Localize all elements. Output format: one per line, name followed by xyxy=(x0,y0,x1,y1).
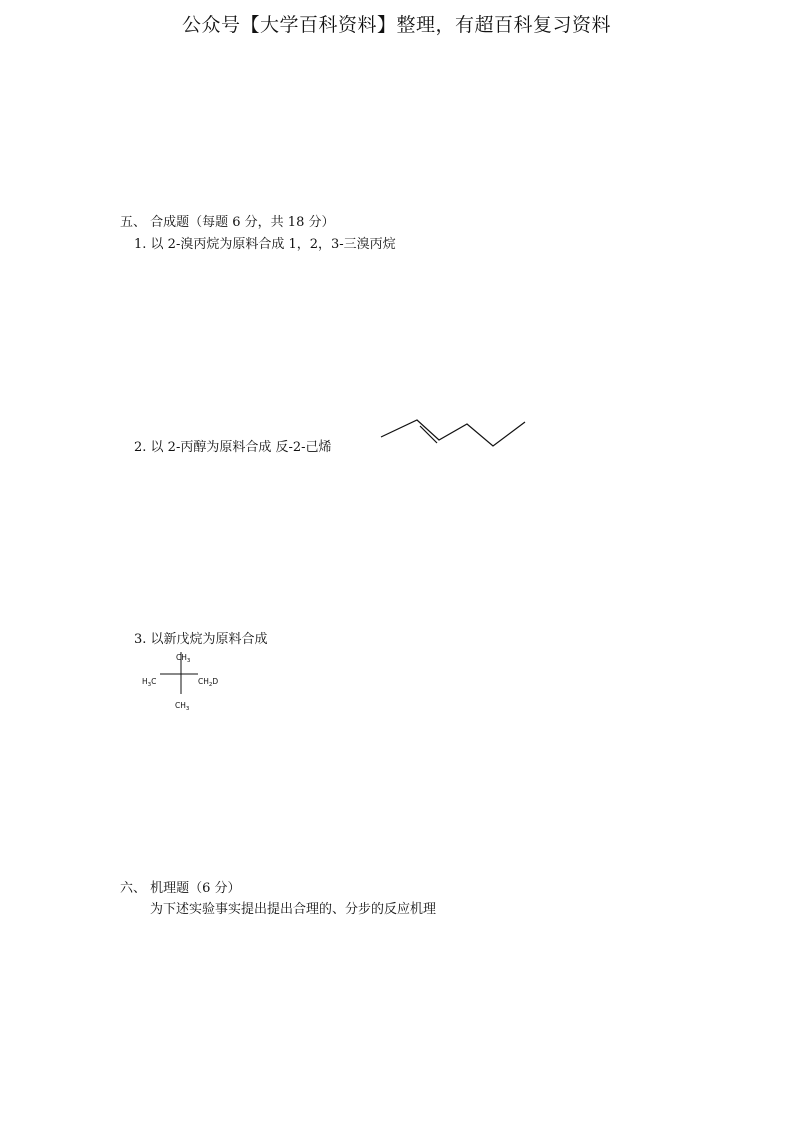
hexene-skeleton xyxy=(381,420,525,446)
top-ch3-label: $CH_3$ xyxy=(176,653,191,664)
bottom-ch3-label: $CH_3$ xyxy=(175,701,190,712)
section-6-heading: 六、 机理题（6 分） xyxy=(120,881,241,896)
question-3: 3. 以新戊烷为原料合成 xyxy=(134,632,268,647)
page-header: 公众号【大学百科资料】整理，有超百科复习资料 xyxy=(181,14,611,36)
question-1: 1. 以 2-溴丙烷为原料合成 1，2，3-三溴丙烷 xyxy=(134,237,396,252)
left-h3c-label: $H_3C$ xyxy=(142,677,157,688)
question-2: 2. 以 2-丙醇为原料合成 反-2-己烯 xyxy=(134,440,332,455)
neopentane-d-structure xyxy=(138,648,238,714)
trans-2-hexene-structure xyxy=(375,412,535,452)
right-ch2d-label: $CH_2D$ xyxy=(198,677,219,688)
section-5-heading: 五、 合成题（每题 6 分，共 18 分） xyxy=(120,215,335,230)
hexene-double-bond xyxy=(420,426,437,443)
section-6-instruction: 为下述实验事实提出提出合理的、分步的反应机理 xyxy=(150,902,437,917)
